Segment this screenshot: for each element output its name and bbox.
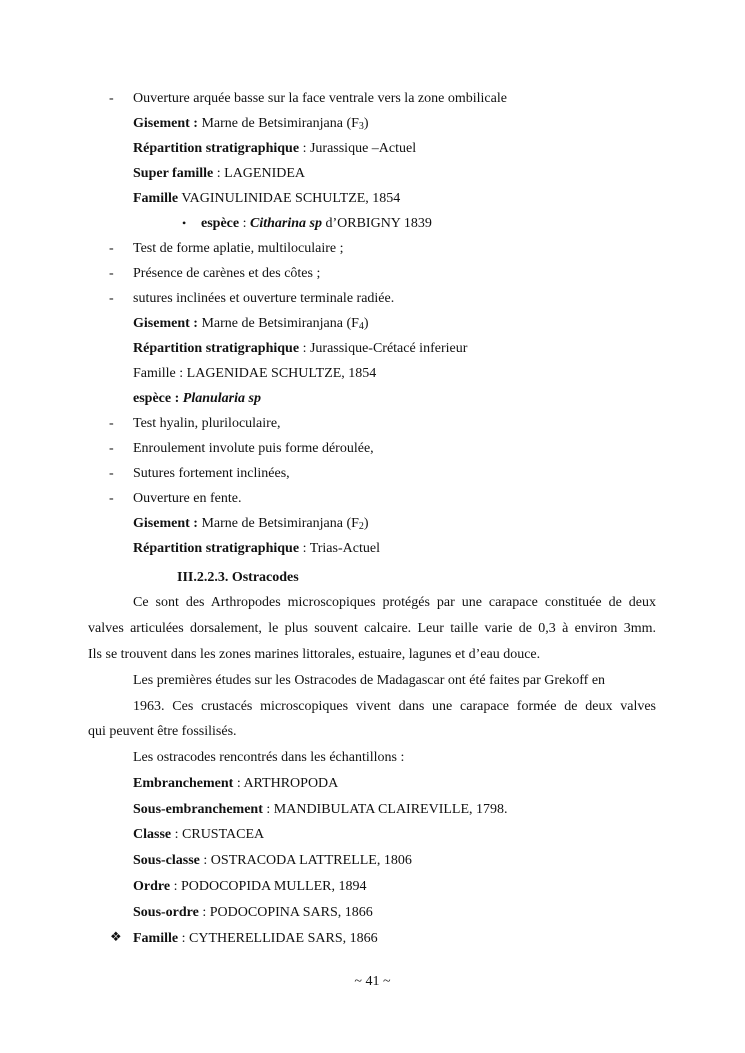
list-item: sutures inclinées et ouverture terminale radiée. bbox=[133, 291, 395, 306]
paragraph-line: Les ostracodes rencontrés dans les échantillons : bbox=[133, 750, 405, 765]
taxonomy-embranchement: Embranchement : ARTHROPODA bbox=[133, 776, 339, 791]
paragraph-line: Ils se trouvent dans les zones marines littorales, estuaire, lagunes et d’eau douce. bbox=[88, 647, 541, 662]
taxonomy-classe: Classe : CRUSTACEA bbox=[133, 827, 265, 842]
gisement-line: Gisement : Marne de Betsimiranjana $(F_4)$ bbox=[133, 316, 369, 332]
famille-line: Famille : LAGENIDAE SCHULTZE, 1854 bbox=[133, 366, 377, 381]
gisement-label: Gisement : bbox=[133, 116, 198, 131]
gisement-line: Gisement : Marne de Betsimiranjana $(F_2)$ bbox=[133, 516, 369, 532]
dash-bullet: - bbox=[109, 241, 114, 256]
list-item: Ouverture arquée basse sur la face ventrale vers la zone ombilicale bbox=[133, 91, 507, 106]
paragraph-line: valves articulées dorsalement, le plus souvent calcaire. Leur taille varie de 0,3 à environ 3mm. bbox=[88, 621, 656, 636]
taxonomy-sous-embranchement: Sous-embranchement : MANDIBULATA CLAIREVILLE, 1798. bbox=[133, 802, 508, 817]
espece-line: espèce : Planularia sp bbox=[133, 391, 261, 406]
section-heading: III.2.2.3. Ostracodes bbox=[177, 570, 299, 585]
list-item: Présence de carènes et des côtes ; bbox=[133, 266, 321, 281]
taxonomy-sous-ordre: Sous-ordre : PODOCOPINA SARS, 1866 bbox=[133, 905, 373, 920]
paragraph-line: Les premières études sur les Ostracodes de Madagascar ont été faites par Grekoff en bbox=[133, 673, 606, 688]
species-name: Planularia sp bbox=[182, 391, 261, 406]
list-item: Sutures fortement inclinées, bbox=[133, 466, 290, 481]
diamond-bullet-icon: ❖ bbox=[110, 930, 122, 945]
dash-bullet: - bbox=[109, 291, 114, 306]
repartition-line: Répartition stratigraphique : Trias-Actuel bbox=[133, 541, 380, 556]
list-item: Test hyalin, pluriloculaire, bbox=[133, 416, 281, 431]
species-name: Citharina sp bbox=[249, 216, 322, 231]
dash-bullet: - bbox=[109, 466, 114, 481]
dot-bullet: • bbox=[182, 216, 187, 230]
taxonomy-famille: Famille : CYTHERELLIDAE SARS, 1866 bbox=[133, 931, 378, 946]
dash-bullet: - bbox=[109, 91, 114, 106]
superfamille-line: Super famille : LAGENIDEA bbox=[133, 166, 306, 181]
espece-line: espèce : Citharina sp d’ORBIGNY 1839 bbox=[201, 216, 432, 231]
page-number: ~ 41 ~ bbox=[354, 974, 391, 989]
taxonomy-sous-classe: Sous-classe : OSTRACODA LATTRELLE, 1806 bbox=[133, 853, 412, 868]
list-item: Ouverture en fente. bbox=[133, 491, 242, 506]
dash-bullet: - bbox=[109, 491, 114, 506]
list-item: Enroulement involute puis forme déroulée, bbox=[133, 441, 374, 456]
dash-bullet: - bbox=[109, 416, 114, 431]
dash-bullet: - bbox=[109, 266, 114, 281]
dash-bullet: - bbox=[109, 441, 114, 456]
paragraph-line: qui peuvent être fossilisés. bbox=[88, 724, 237, 739]
list-item: Test de forme aplatie, multiloculaire ; bbox=[133, 241, 344, 256]
taxonomy-ordre: Ordre : PODOCOPIDA MULLER, 1894 bbox=[133, 879, 367, 894]
paragraph-line: Ce sont des Arthropodes microscopiques protégés par une carapace constituée de deux bbox=[133, 595, 656, 610]
gisement-line: Gisement : Marne de Betsimiranjana $(F_3)$ bbox=[133, 116, 369, 132]
paragraph-line: 1963. Ces crustacés microscopiques vivent dans une carapace formée de deux valves bbox=[133, 699, 656, 714]
repartition-line: Répartition stratigraphique : Jurassique-Crétacé inferieur bbox=[133, 341, 468, 356]
repartition-line: Répartition stratigraphique : Jurassique –Actuel bbox=[133, 141, 417, 156]
famille-line: Famille VAGINULINIDAE SCHULTZE, 1854 bbox=[133, 191, 401, 206]
